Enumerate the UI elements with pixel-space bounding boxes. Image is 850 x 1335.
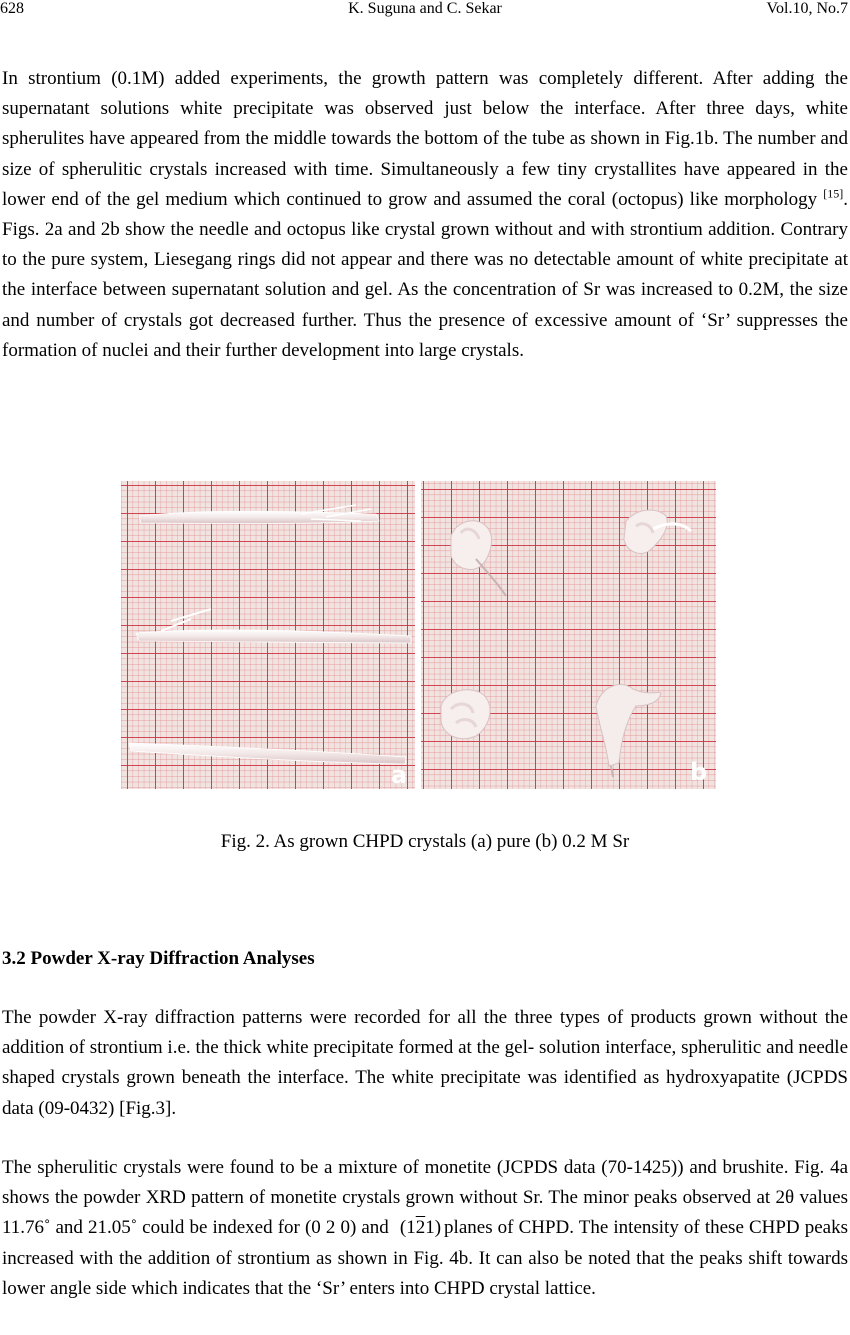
- miller-bar-digit: 2: [415, 1217, 426, 1239]
- crystal-photo-a: [121, 481, 415, 789]
- panel-label-b: b: [690, 758, 708, 786]
- paragraph-text: The spherulitic crystals were found to be a mixture of monetite (JCPDS data (70-1425)) and brushite. Fig. 4a shows the powder XRD pattern of monetite crystals grown without Sr. The minor peaks observed at 2θ values 11.76˚ and 21.05˚ could be indexed for (0 2 0) and: [2, 1157, 848, 1239]
- paragraph-text: In strontium (0.1M) added experiments, the growth pattern was completely different. After adding the supernatant solutions white precipitate was observed just below the interface. After three days, white spherulites have appeared from the middle towards the bottom of the tube as shown in Fig.1b. The number and size of spherulitic crystals increased with time. Simultaneously a few tiny crystallites have appeared in the lower end of the gel medium which continued to grow and assumed the coral (octopus) like morphology: [2, 68, 848, 210]
- section-heading: 3.2 Powder X-ray Diffraction Analyses: [2, 948, 315, 969]
- miller-open: (1: [399, 1217, 416, 1239]
- miller-close: 1): [425, 1217, 442, 1239]
- crystal-photo-b: [421, 481, 716, 789]
- figure-caption: Fig. 2. As grown CHPD crystals (a) pure (b) 0.2 M Sr: [220, 831, 630, 852]
- running-header: [0, 0, 850, 22]
- body-paragraph-strontium: [2, 64, 848, 366]
- header-volume: Vol.10, No.7: [766, 0, 848, 17]
- paragraph-text: . Figs. 2a and 2b show the needle and octopus like crystal grown without and with strontium addition. Contrary to the pure system, Liesegang rings did not appear and there was no detectable amount of white precipitate at the interface between supernatant solution and gel. As the concentration of Sr was increased to 0.2M, the size and number of crystals got decreased further. Thus the presence of excessive amount of ‘Sr’ suppresses the formation of nuclei and their further development into large crystals.: [2, 188, 848, 361]
- citation-ref: [15]: [823, 186, 844, 201]
- figure-2: [121, 481, 716, 789]
- panel-label-a: a: [391, 761, 408, 789]
- body-paragraph-xrd: The powder X-ray diffraction patterns were recorded for all the three types of products grown without the addition of strontium i.e. the thick white precipitate formed at the gel- solution interface, spherulitic and needle shaped crystals grown beneath the interface. The white precipitate was identified as hydroxyapatite (JCPDS data (09-0432) [Fig.3].: [2, 1007, 848, 1119]
- miller-index: [394, 1213, 444, 1243]
- header-authors: K. Suguna and C. Sekar: [348, 0, 502, 17]
- page-number: 628: [0, 0, 24, 17]
- body-paragraph-monetite: [2, 1153, 848, 1304]
- paragraph-text: planes of CHPD. The intensity of these CHPD peaks increased with the addition of strontium as shown in Fig. 4b. It can also be noted that the peaks shift towards lower angle side which indicates that the ‘Sr’ enters into CHPD crystal lattice.: [2, 1217, 848, 1299]
